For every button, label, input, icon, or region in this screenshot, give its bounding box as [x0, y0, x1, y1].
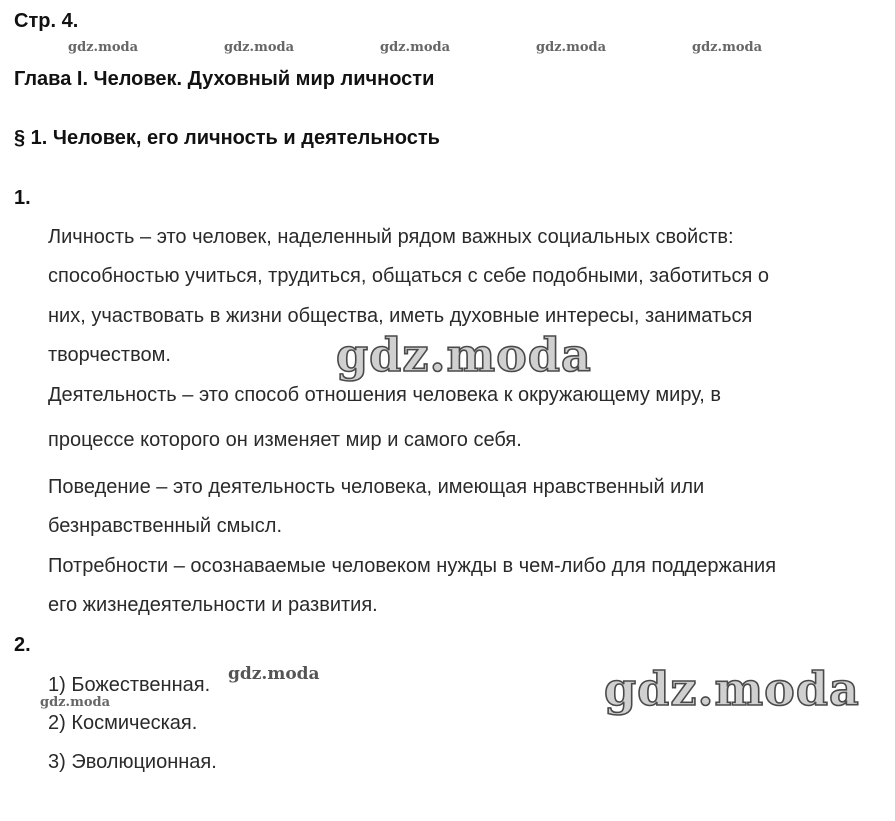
watermark: gdz.moda	[68, 40, 139, 55]
text-line: процессе которого он изменяет мир и самого себя.	[48, 429, 522, 451]
section-title: § 1. Человек, его личность и деятельность	[14, 127, 440, 149]
text-line: его жизнедеятельности и развития.	[48, 594, 378, 616]
list-item: 2) Космическая.	[48, 712, 198, 734]
chapter-title: Глава I. Человек. Духовный мир личности	[14, 68, 435, 90]
watermark-large: gdz.moda	[604, 662, 860, 716]
watermark: gdz.moda	[228, 664, 320, 684]
list-item: 3) Эволюционная.	[48, 751, 217, 773]
text-line: творчеством.	[48, 344, 171, 366]
text-line: Поведение – это деятельность человека, имеющая нравственный или	[48, 476, 705, 498]
watermark: gdz.moda	[536, 40, 607, 55]
text-line: способностью учиться, трудиться, общаться с себе подобными, заботиться о	[48, 265, 770, 287]
watermark-large: gdz.moda	[336, 328, 592, 382]
task-number: 2.	[14, 634, 31, 656]
text-line: Личность – это человек, наделенный рядом важных социальных свойств:	[48, 226, 734, 248]
text-line: Потребности – осознаваемые человеком нужды в чем-либо для поддержания	[48, 555, 777, 577]
watermark: gdz.moda	[40, 695, 111, 710]
text-line: них, участвовать в жизни общества, иметь духовные интересы, заниматься	[48, 305, 753, 327]
watermark: gdz.moda	[224, 40, 295, 55]
list-item: 1) Божественная.	[48, 674, 211, 696]
watermark: gdz.moda	[380, 40, 451, 55]
watermark: gdz.moda	[692, 40, 763, 55]
text-line: Деятельность – это способ отношения человека к окружающему миру, в	[48, 384, 721, 406]
page-label: Стр. 4.	[14, 10, 79, 32]
task-number: 1.	[14, 187, 31, 209]
text-line: безнравственный смысл.	[48, 515, 283, 537]
